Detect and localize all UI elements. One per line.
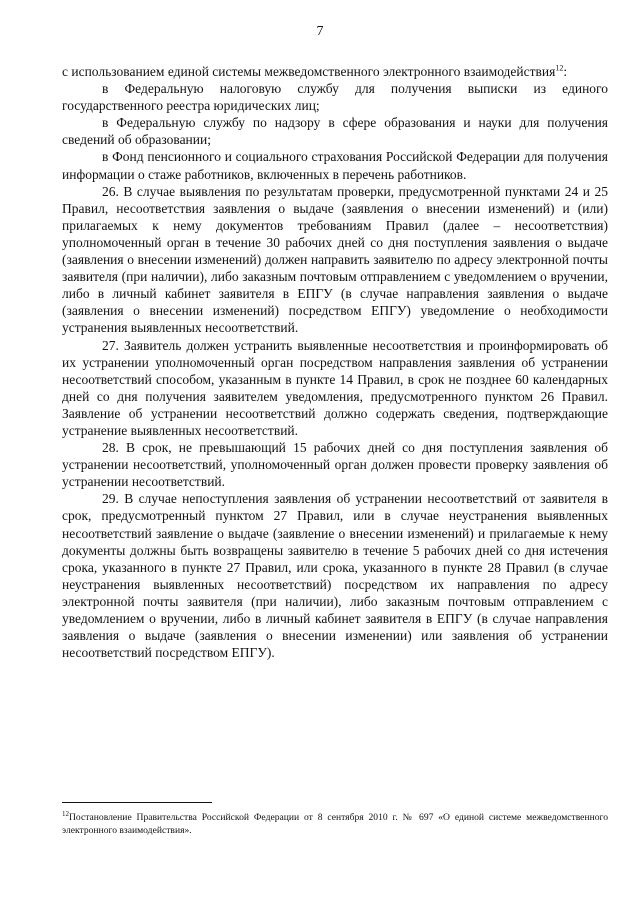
footnote-reference: 12 [555, 63, 564, 73]
footnote-text: Постановление Правительства Российской Федерации от 8 сентября 2010 г. № 697 «О единой системе межведомственного электронного взаимодействия». [62, 812, 608, 836]
paragraph-27: 27. Заявитель должен устранить выявленные несоответствия и проинформировать об их устранении уполномоченный орган посредством направления заявления об устранении несоответствий способом, указанным в пункте 14 Правил, в срок не позднее 60 календарных дней со дня получения заявителем уведомления, предусмотренного пунктом 26 Правил. Заявление об устранении несоответствий должно содержать сведения, подтверждающие устранение выявленных несоответствий. [62, 337, 608, 438]
paragraph-intro-colon: : [563, 64, 568, 79]
paragraph-28: 28. В срок, не превышающий 15 рабочих дней со дня поступления заявления об устранении несоответствий, уполномоченный орган должен провести проверку заявления об устранении несоответствий. [62, 440, 608, 490]
paragraph-26: 26. В случае выявления по результатам проверки, предусмотренной пунктами 24 и 25 Правил, несоответствия заявления о выдаче (заявления о внесении изменений) и (или) прилагаемых к нему документов требованиям Правил (далее – несоответствия) уполномоченный орган в течение 30 рабочих дней со дня поступления заявления о выдаче (заявления о внесении изменений) должен направить заявителю по адресу электронной почты заявителя (при наличии), либо заказным почтовым отправлением с уведомлением о вручении, либо в личный кабинет заявителя в ЕПГУ (в случае направления заявления о выдаче (заявления о внесении изменений) посредством ЕПГУ) уведомление о необходимости устранения выявленных несоответствий. [62, 183, 608, 336]
paragraph-tax-service: в Федеральную налоговую службу для получения выписки из единого государственного реестра юридических лиц; [62, 81, 608, 114]
paragraph-education-service: в Федеральную службу по надзору в сфере образования и науки для получения сведений об образовании; [62, 115, 608, 148]
footnote-separator [62, 802, 212, 803]
paragraph-intro [62, 63, 608, 80]
page-number: 7 [316, 24, 324, 39]
footnote [62, 811, 608, 837]
paragraph-intro-text: с использованием единой системы межведомственного электронного взаимодействия [62, 64, 556, 79]
footnote-marker: 12 [62, 809, 69, 818]
paragraph-pension-fund: в Фонд пенсионного и социального страхования Российской Федерации для получения информации о стаже работников, включенных в перечень работников. [62, 149, 608, 182]
paragraph-29: 29. В случае непоступления заявления об устранении несоответствий от заявителя в срок, предусмотренный пунктом 27 Правил, или в случае неустранения выявленных несоответствий заявление о выдаче (заявление о внесении изменений) и прилагаемые к нему документы должны быть возвращены заявителю в течение 5 рабочих дней со дня истечения срока, указанного в пункте 27 Правил, или срока, указанного в пункте 28 Правил (в случае неустранения выявленных несоответствий) посредством их направления по адресу электронной почты заявителя (при наличии), либо заказным почтовым отправлением с уведомлением о вручении, либо в личный кабинет заявителя в ЕПГУ (в случае направления заявления о выдаче (заявления о внесении изменении) или заявления об устранении несоответствий посредством ЕПГУ). [62, 491, 608, 661]
document-body [62, 63, 608, 661]
